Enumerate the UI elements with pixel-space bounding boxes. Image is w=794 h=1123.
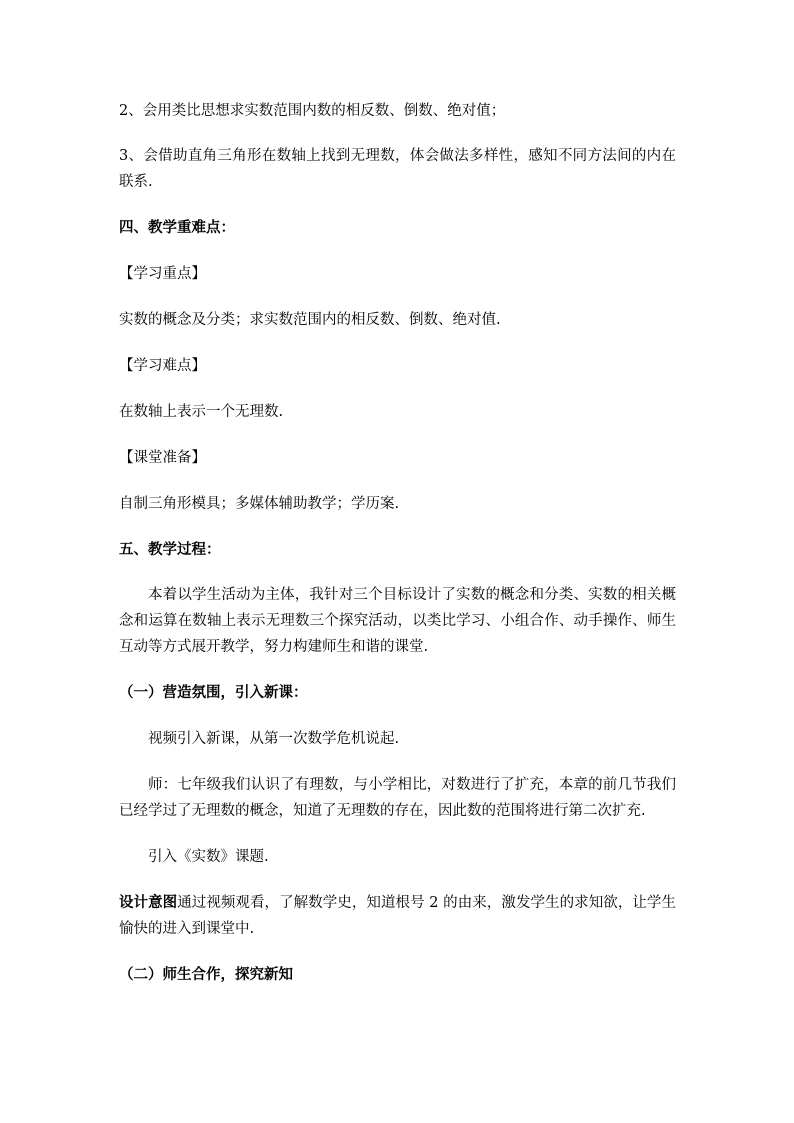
design-intent-label: 设计意图 (119, 894, 178, 911)
difficult-points-label: 【学习难点】 (119, 358, 206, 374)
objective-item-2: 2、会用类比思想求实数范围内数的相反数、倒数、绝对值； (119, 103, 506, 119)
document-body (119, 98, 676, 988)
objective-item-3: 3、会借助直角三角形在数轴上找到无理数，体会做法多样性，感知不同方法间的内在联系. (119, 148, 676, 190)
teaching-process-intro: 本着以学生活动为主体，我针对三个目标设计了实数的概念和分类、实数的相关概念和运算在数轴上表示无理数三个探究活动，以类比学习、小组合作、动手操作、师生互动等方式展开教学，努力构建师生和谐的课堂. (119, 587, 676, 655)
class-prep-label: 【课堂准备】 (119, 450, 206, 466)
part-2-heading: （二）师生合作，探究新知 (119, 966, 293, 983)
section-4-heading: 四、教学重难点： (119, 219, 235, 236)
part-1-paragraph-2: 师：七年级我们认识了有理数，与小学相比，对数进行了扩充，本章的前几节我们已经学过了无理数的概念，知道了无理数的存在，因此数的范围将进行第二次扩充. (119, 777, 676, 819)
design-intent-paragraph (119, 890, 676, 942)
part-1-paragraph-1: 视频引入新课，从第一次数学危机说起. (148, 731, 400, 747)
key-points-label: 【学习重点】 (119, 266, 206, 282)
class-prep-text: 自制三角形模具；多媒体辅助教学；学历案. (119, 496, 400, 512)
key-points-text: 实数的概念及分类；求实数范围内的相反数、倒数、绝对值. (119, 312, 501, 328)
section-5-heading: 五、教学过程： (119, 541, 221, 558)
part-1-heading: （一）营造氛围，引入新课： (119, 684, 308, 701)
part-1-paragraph-3: 引入《实数》课题. (148, 849, 269, 865)
difficult-points-text: 在数轴上表示一个无理数. (119, 404, 284, 420)
design-intent-text: 通过视频观看，了解数学史，知道根号 2 的由来，激发学生的求知欲，让学生愉快的进入到课堂中. (119, 895, 676, 937)
